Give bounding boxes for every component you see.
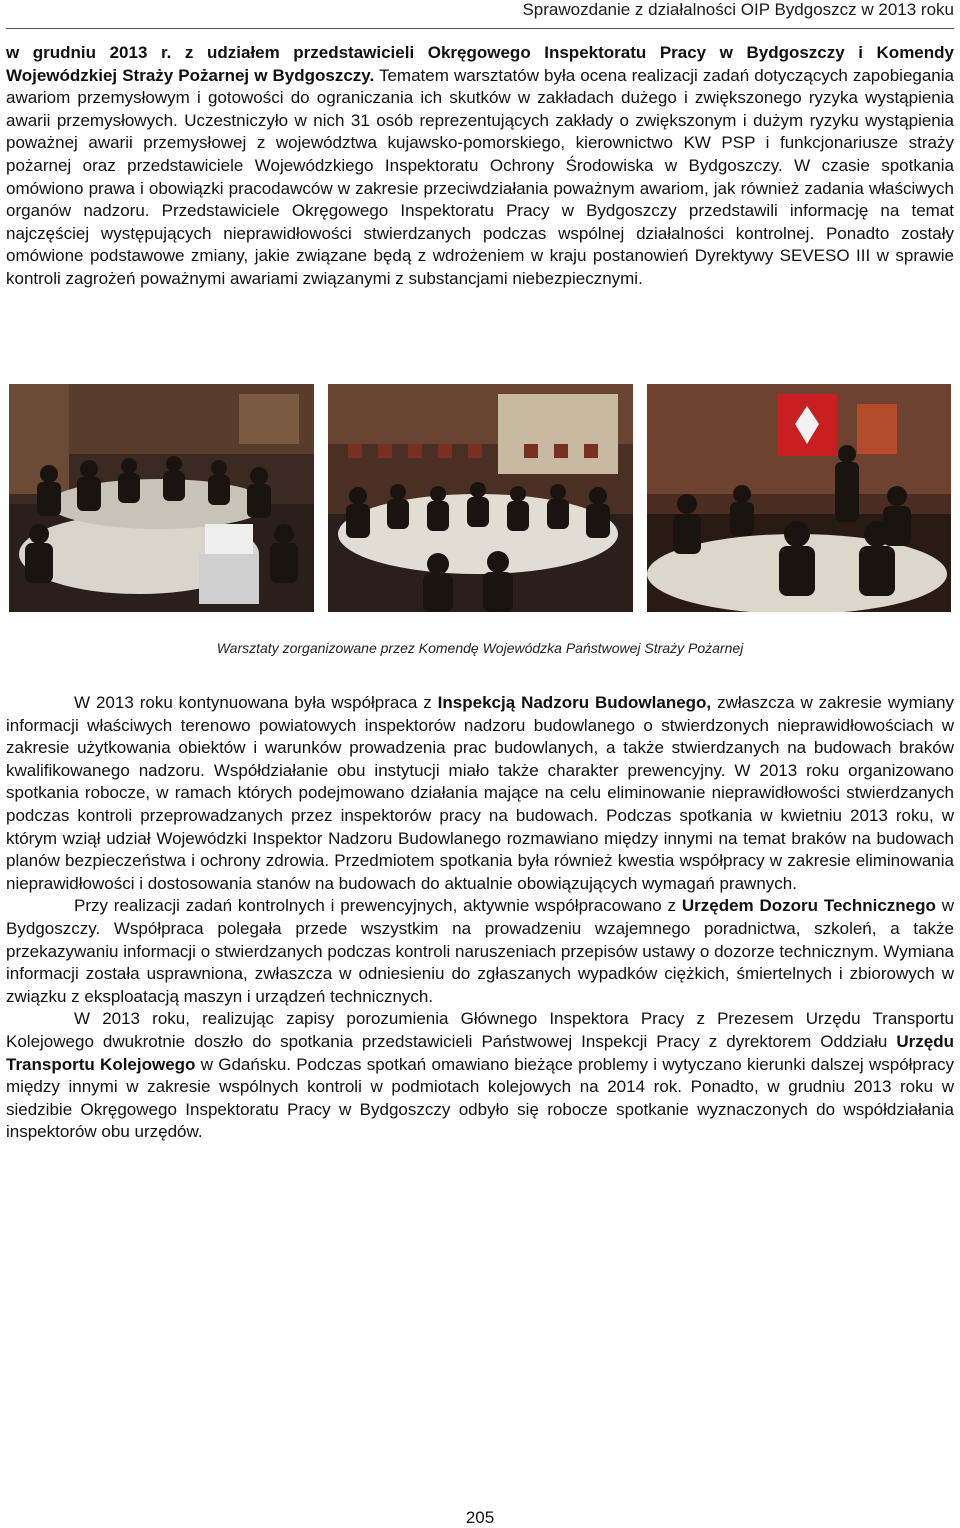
paragraph-text: W 2013 roku kontynuowana była współpraca z: [74, 693, 438, 712]
paragraph-transport-kolejowy: [6, 1008, 954, 1144]
section-cooperation: [6, 692, 954, 1144]
paragraph-bold-institution: Urzędem Dozoru Technicznego: [681, 896, 936, 916]
photo-caption: Warsztaty zorganizowane przez Komendę Wojewódzka Państwowej Straży Pożarnej: [216, 640, 744, 656]
page-number: 205: [465, 1508, 495, 1527]
workshop-photo-1: [9, 384, 314, 612]
paragraph-dozor-techniczny: [6, 895, 954, 1008]
paragraph-bold-lead: w grudniu 2013 r. z udziałem przedstawicieli Okręgowego Inspektoratu Pracy w Bydgoszczy i Komendy Wojewódzkiej Straży Pożarnej w Bydgoszczy.: [6, 43, 954, 85]
paragraph-workshop: [6, 42, 954, 291]
paragraph-text: W 2013 roku, realizując zapisy porozumienia Głównego Inspektora Pracy z Prezesem Urzędu Transportu Kolejowego dwukrotnie doszło do spotkania przedstawicieli Państwowej Inspekcji Pracy z dyrektorem Oddziału: [6, 1009, 954, 1051]
paragraph-text: w Bydgoszczy. Współpraca polegała przede wszystkim na prowadzeniu wzajemnego poradnictwa, szkoleń, a także przekazywaniu informacji o stwierdzanych podczas kontroli naruszeniach przepisów ustawy o dozorze technicznym. Wymiana informacji została usprawniona, zwłaszcza w odniesieniu do zgłaszanych wypadków ciężkich, śmiertelnych i zbiorowych w związku z eksploatacją maszyn i urządzeń technicznych.: [6, 896, 954, 1006]
header-divider: [6, 28, 954, 29]
photo-strip: [9, 384, 951, 612]
paragraph-nadzor-budowlany: [6, 692, 954, 895]
paragraph-text: w Gdańsku. Podczas spotkań omawiano bieżące problemy i wytyczano kierunki dalszej współpracy między innymi w zakresie wspólnych kontroli w podmiotach kolejowych na 2014 rok. Ponadto, w grudniu 2013 roku w siedzibie Okręgowego Inspektoratu Pracy w Bydgoszczy odbyło się robocze spotkanie wyznaczonych do współdziałania inspektorów obu urzędów.: [6, 1054, 954, 1142]
paragraph-text: zwłaszcza w zakresie wymiany informacji właściwych terenowo powiatowych inspektorów nadzoru budowlanego o stwierdzonych nieprawidłowościach w zakresie użytkowania obiektów i warunków prowadzenia prac budowlanych, a także stwierdzanych na budowach braków kwalifikowanego nadzoru. Współdziałanie obu instytucji miało także charakter prewencyjny. W 2013 roku organizowano spotkania robocze, w ramach których podejmowano działania mające na celu eliminowanie nieprawidłowości stwierdzanych podczas kontroli przeprowadzanych przez inspektorów pracy na budowach. Podczas spotkania w kwietniu 2013 roku, w którym wziął udział Wojewódzki Inspektor Nadzoru Budowlanego rozmawiano między innymi na temat braków na budowach planów bezpieczeństwa i ochrony zdrowia. Przedmiotem spotkania była również kwestia współpracy w zakresie eliminowania nieprawidłowości i dostosowania stanów na budowach do aktualnie obowiązujących wymagań prawnych.: [6, 693, 954, 893]
paragraph-text: Przy realizacji zadań kontrolnych i prewencyjnych, aktywnie współpracowano z: [74, 896, 682, 916]
paragraph-bold-institution: Urzędu Transportu Kolejowego: [6, 1031, 954, 1074]
workshop-photo-3: [647, 384, 951, 612]
running-header: Sprawozdanie z działalności OIP Bydgoszcz w 2013 roku: [522, 0, 954, 19]
workshop-photo-2: [328, 384, 633, 612]
paragraph-text: Tematem warsztatów była ocena realizacji zadań dotyczących zapobiegania awariom przemysłowym i gotowości do ograniczania ich skutków w zakładach dużego i zwiększonego ryzyka wystąpienia awarii przemysłowych. Uczestniczyło w nich 31 osób reprezentujących zakłady o zwiększonym i dużym ryzyku wystąpienia poważnej awarii przemysłowej z województwa kujawsko-pomorskiego, kierownictwo KW PSP i funkcjonariusze straży pożarnej oraz przedstawiciele Wojewódzkiego Inspektoratu Ochrony Środowiska w Bydgoszczy. W czasie spotkania omówiono prawa i obowiązki pracodawców w zakresie przeciwdziałania poważnym awariom, jak również zadania właściwych organów nadzoru. Przedstawiciele Okręgowego Inspektoratu Pracy w Bydgoszczy przedstawili informację na temat najczęściej występujących nieprawidłowości stwierdzanych podczas wspólnej działalności kontrolnej. Ponadto zostały omówione podstawowe zmiany, jakie związane będą z wdrożeniem w kraju postanowień Dyrektywy SEVESO III w sprawie kontroli zagrożeń poważnymi awariami związanymi z substancjami niebezpiecznymi.: [6, 65, 954, 288]
paragraph-bold-institution: Inspekcją Nadzoru Budowlanego,: [437, 693, 712, 712]
